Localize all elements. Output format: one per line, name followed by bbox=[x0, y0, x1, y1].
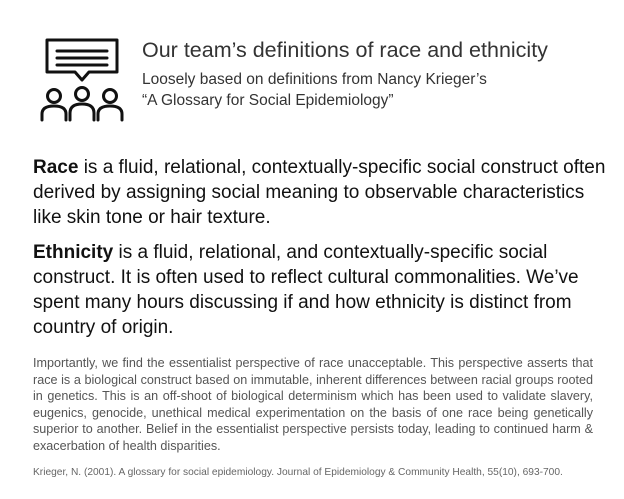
race-text: is a fluid, relational, contextually-specific social construct often derived by assigning social meaning to observable characteristics like skin tone or hair texture. bbox=[33, 157, 606, 228]
essentialism-paragraph: Importantly, we find the essentialist perspective of race unacceptable. This perspective asserts that race is a biological construct based on immutable, inherent differences between racial groups rooted in genetics. This is an off-shoot of biological determinism which has been used to validate slavery, eugenics, genocide, unethical medical experimentation on the basis of one race being genetically superior to another. Belief in the essentialist perspective persists today, leading to continued harm & exacerbation of health disparities. bbox=[33, 356, 593, 453]
ethnicity-text: is a fluid, relational, and contextually-specific social construct. It is often used to reflect cultural commonalities. We’ve spent many hours discussing if and how ethnicity is distinct from country of origin. bbox=[33, 242, 579, 338]
citation: Krieger, N. (2001). A glossary for social epidemiology. Journal of Epidemiology & Community Health, 55(10), 693-700. bbox=[33, 467, 563, 478]
subtitle-line-1: Loosely based on definitions from Nancy Krieger’s bbox=[142, 71, 487, 88]
header-text bbox=[142, 36, 612, 111]
subtitle-line-2: “A Glossary for Social Epidemiology” bbox=[142, 92, 394, 109]
subtitle bbox=[142, 69, 612, 111]
definitions bbox=[33, 155, 613, 350]
team-discussion-icon bbox=[40, 38, 124, 124]
ethnicity-term: Ethnicity bbox=[33, 242, 114, 263]
race-definition bbox=[33, 155, 613, 230]
page-title: Our team’s definitions of race and ethnicity bbox=[142, 38, 548, 62]
race-term: Race bbox=[33, 157, 79, 178]
header bbox=[40, 36, 600, 126]
ethnicity-definition bbox=[33, 240, 613, 340]
